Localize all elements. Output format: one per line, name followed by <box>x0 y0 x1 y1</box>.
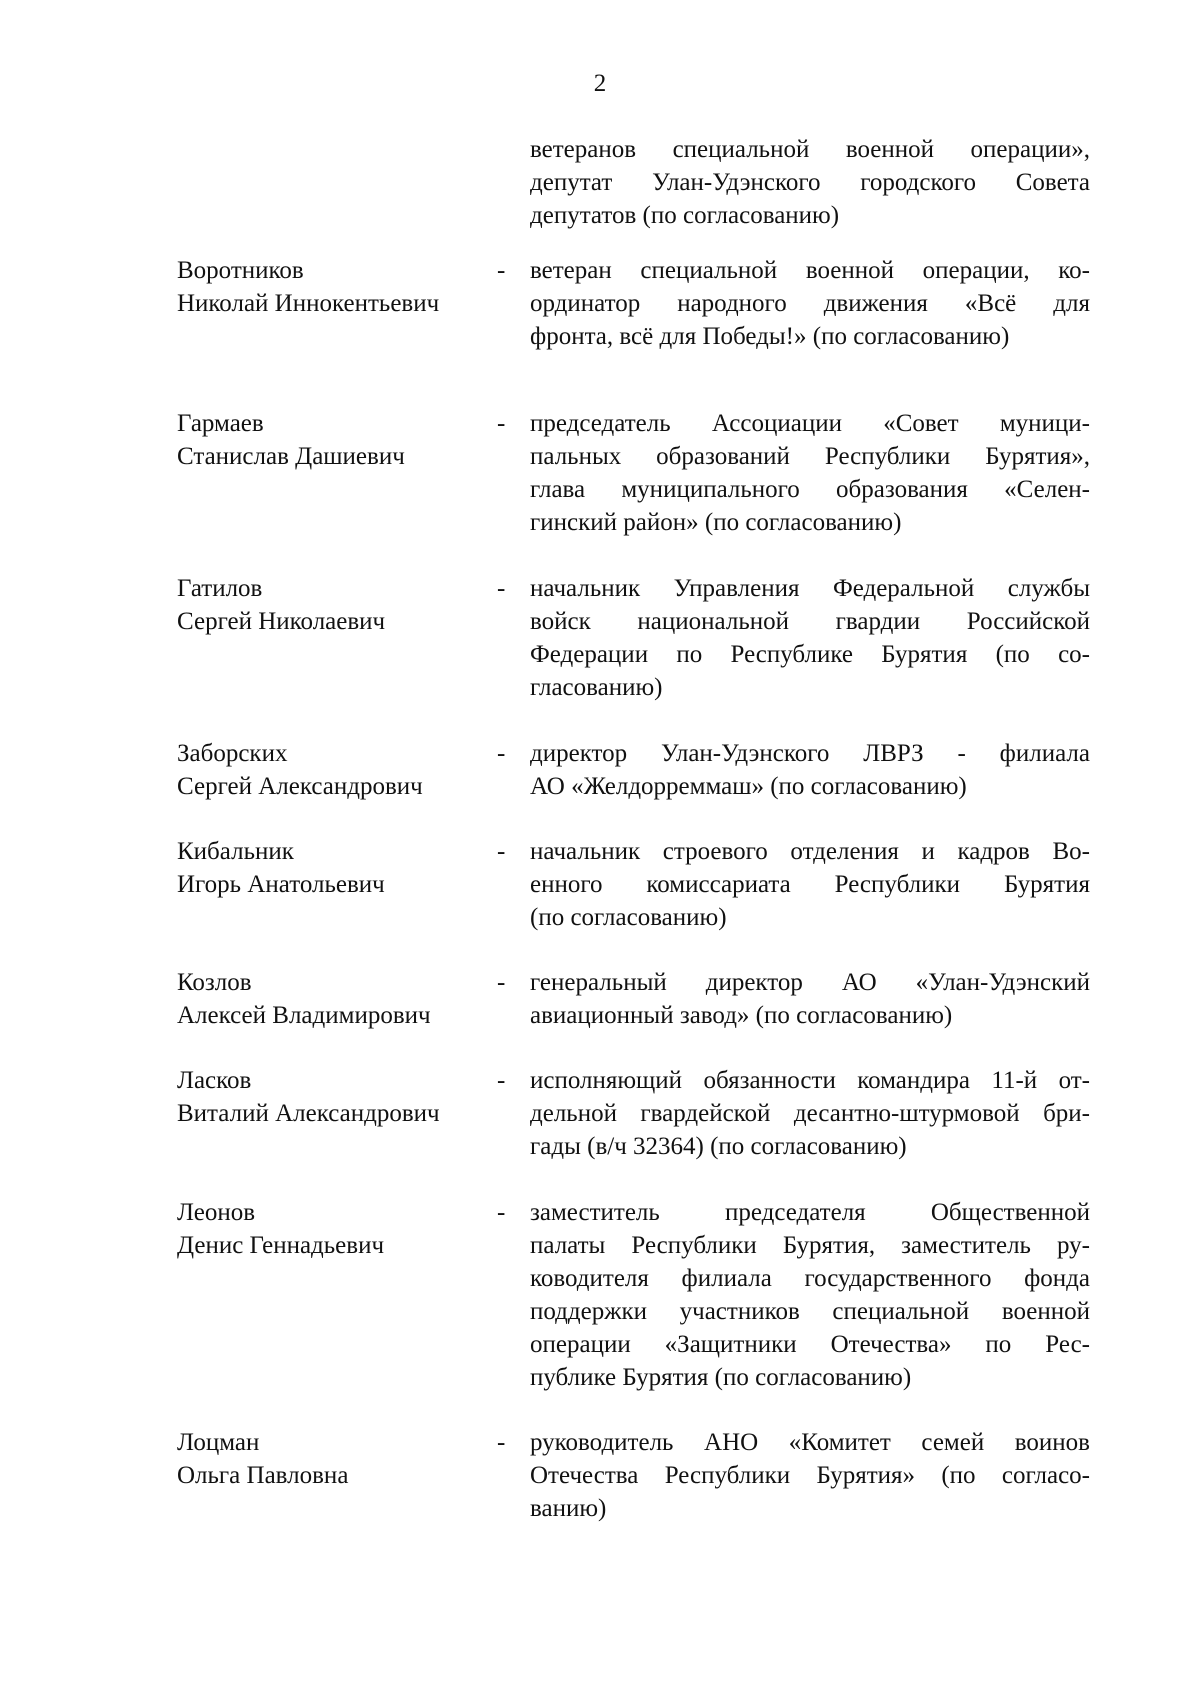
member-surname: Ласков <box>177 1067 252 1094</box>
description-line: войск национальной гвардии Российской <box>530 608 1090 635</box>
member-given-names: Алексей Владимирович <box>177 1002 431 1029</box>
member-dash: - <box>497 575 506 602</box>
description-line: гады (в/ч 32364) (по согласованию) <box>530 1133 907 1160</box>
description-line: председатель Ассоциации «Совет муници- <box>530 410 1090 437</box>
member-description <box>530 737 1090 803</box>
member-dash: - <box>497 740 506 767</box>
member-name <box>177 1426 477 1492</box>
description-line: авиационный завод» (по согласованию) <box>530 1002 953 1029</box>
description-line: ветеран специальной военной операции, ко- <box>530 257 1090 284</box>
description-line: АО «Желдорреммаш» (по согласованию) <box>530 773 967 800</box>
description-line: Федерации по Республике Бурятия (по со- <box>530 641 1090 668</box>
member-given-names: Денис Геннадьевич <box>177 1232 385 1259</box>
member-surname: Заборских <box>177 740 288 767</box>
description-line: генеральный директор АО «Улан-Удэнский <box>530 969 1090 996</box>
description-line: Отечества Республики Бурятия» (по согласо- <box>530 1462 1090 1489</box>
member-surname: Гатилов <box>177 575 263 602</box>
member-name <box>177 737 477 803</box>
description-line: енного комиссариата Республики Бурятия <box>530 871 1090 898</box>
description-line: публике Бурятия (по согласованию) <box>530 1364 912 1391</box>
member-given-names: Виталий Александрович <box>177 1100 440 1127</box>
description-line: начальник Управления Федеральной службы <box>530 575 1090 602</box>
description-line: исполняющий обязанности командира 11-й от- <box>530 1067 1090 1094</box>
description-line: гинский район» (по согласованию) <box>530 509 902 536</box>
description-line: ванию) <box>530 1495 607 1522</box>
member-given-names: Станислав Дашиевич <box>177 443 405 470</box>
member-given-names: Ольга Павловна <box>177 1462 349 1489</box>
description-line: ветеранов специальной военной операции», <box>530 136 1090 163</box>
member-dash: - <box>497 969 506 996</box>
description-line: начальник строевого отделения и кадров Во- <box>530 838 1090 865</box>
description-line: депутат Улан-Удэнского городского Совета <box>530 169 1090 196</box>
member-surname: Козлов <box>177 969 252 996</box>
member-given-names: Игорь Анатольевич <box>177 871 385 898</box>
page-number: 2 <box>593 70 607 97</box>
member-name <box>177 572 477 638</box>
description-line: ководителя филиала государственного фонда <box>530 1265 1090 1292</box>
member-surname: Леонов <box>177 1199 256 1226</box>
description-line: (по согласованию) <box>530 904 727 931</box>
member-description <box>530 966 1090 1032</box>
member-description <box>530 1426 1090 1525</box>
member-description <box>530 1064 1090 1163</box>
member-surname: Воротников <box>177 257 304 284</box>
description-line: директор Улан-Удэнского ЛВРЗ - филиала <box>530 740 1090 767</box>
description-line: ординатор народного движения «Всё для <box>530 290 1090 317</box>
member-description <box>530 407 1090 539</box>
member-name <box>177 966 477 1032</box>
member-given-names: Сергей Николаевич <box>177 608 386 635</box>
member-description <box>530 1196 1090 1394</box>
description-line: гласованию) <box>530 674 663 701</box>
member-surname: Лоцман <box>177 1429 260 1456</box>
member-dash: - <box>497 410 506 437</box>
member-name <box>177 254 477 320</box>
member-name <box>177 1064 477 1130</box>
member-given-names: Сергей Александрович <box>177 773 423 800</box>
member-dash: - <box>497 838 506 865</box>
description-line: операции «Защитники Отечества» по Рес- <box>530 1331 1090 1358</box>
description-line: фронта, всё для Победы!» (по согласованию) <box>530 323 1010 350</box>
description-line: руководитель АНО «Комитет семей воинов <box>530 1429 1090 1456</box>
member-name <box>177 407 477 473</box>
member-surname: Кибальник <box>177 838 294 865</box>
member-description <box>530 254 1090 353</box>
description-line: пальных образований Республики Бурятия», <box>530 443 1090 470</box>
member-given-names: Николай Иннокентьевич <box>177 290 440 317</box>
member-description <box>530 572 1090 704</box>
member-dash: - <box>497 1429 506 1456</box>
member-dash: - <box>497 257 506 284</box>
member-name <box>177 835 477 901</box>
member-surname: Гармаев <box>177 410 264 437</box>
description-line: палаты Республики Бурятия, заместитель ру- <box>530 1232 1090 1259</box>
member-name <box>177 1196 477 1262</box>
member-dash: - <box>497 1199 506 1226</box>
description-line: депутатов (по согласованию) <box>530 202 840 229</box>
description-line: заместитель председателя Общественной <box>530 1199 1090 1226</box>
description-line: дельной гвардейской десантно-штурмовой бри- <box>530 1100 1090 1127</box>
description-line: поддержки участников специальной военной <box>530 1298 1090 1325</box>
member-dash: - <box>497 1067 506 1094</box>
description-line: глава муниципального образования «Селен- <box>530 476 1090 503</box>
member-description <box>530 835 1090 934</box>
